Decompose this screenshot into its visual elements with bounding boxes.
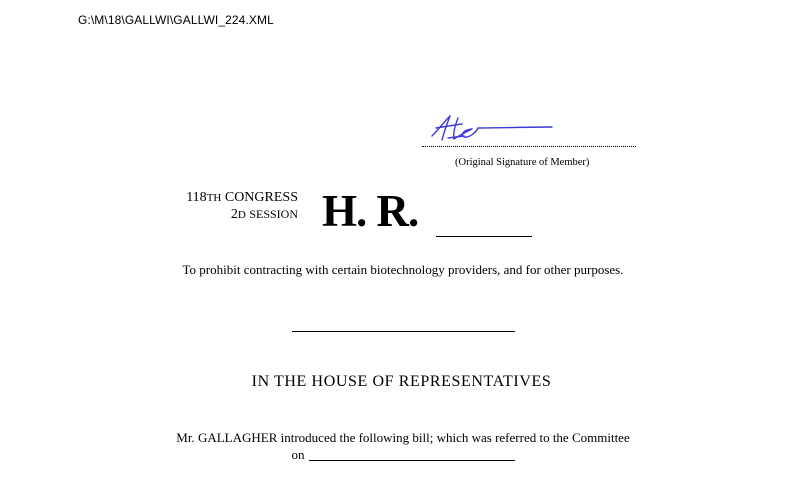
session-line: 2D SESSION	[230, 207, 298, 222]
sponsor-honorific: Mr.	[176, 430, 195, 445]
file-path: G:\M\18\GALLWI\GALLWI_224.XML	[78, 13, 274, 27]
signature-line	[422, 146, 636, 147]
congress-line: 118TH CONGRESS	[186, 190, 298, 205]
sponsor-name: GALLAGHER	[197, 430, 278, 445]
chamber-heading: IN THE HOUSE OF REPRESENTATIVES	[251, 373, 552, 390]
bill-purpose: To prohibit contracting with certain biotechnology providers, and for other purposes.	[182, 262, 624, 277]
bill-designation: H. R.	[322, 186, 419, 236]
congress-session-block	[150, 190, 298, 223]
introduction-statement	[176, 429, 630, 463]
signature-caption: (Original Signature of Member)	[455, 157, 590, 168]
bill-number-blank	[436, 236, 532, 237]
committee-blank	[309, 460, 515, 461]
introduction-text: introduced the following bill; which was referred to the Committee on	[280, 430, 630, 462]
section-divider	[292, 331, 515, 332]
member-signature	[428, 112, 558, 146]
